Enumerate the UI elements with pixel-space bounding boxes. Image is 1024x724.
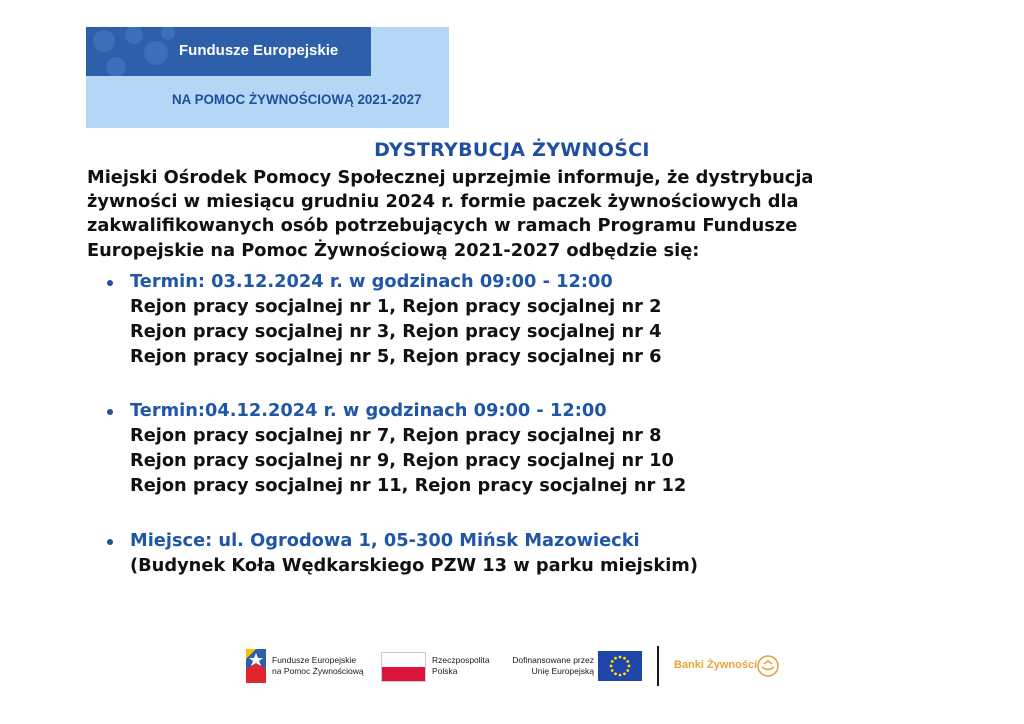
- fe-emblem-icon: [246, 649, 266, 683]
- eu-flag-icon: [598, 651, 642, 681]
- intro-line: Europejskie na Pomoc Żywnościową 2021-2027 odbędzie się:: [87, 239, 700, 261]
- poland-flag-icon: [381, 652, 426, 682]
- rejon-line: Rejon pracy socjalnej nr 1, Rejon pracy socjalnej nr 2: [130, 296, 662, 317]
- termin-heading: Termin:04.12.2024 r. w godzinach 09:00 - 12:00: [130, 400, 607, 421]
- termin-heading: Termin: 03.12.2024 r. w godzinach 09:00 - 12:00: [130, 271, 613, 292]
- rp-line: Polska: [432, 666, 458, 676]
- eu-cofinancing-text: [508, 655, 594, 677]
- intro-paragraph: [87, 166, 927, 263]
- bullet-icon: [107, 280, 113, 286]
- intro-line: żywności w miesiącu grudniu 2024 r. formie paczek żywnościowych dla: [87, 191, 799, 213]
- logo-title: Fundusze Europejskie: [179, 42, 339, 59]
- rejon-line: Rejon pracy socjalnej nr 9, Rejon pracy socjalnej nr 10: [130, 450, 674, 471]
- fe-line: na Pomoc Żywnościową: [272, 666, 364, 676]
- banki-zywnosci-emblem-icon: [757, 655, 779, 677]
- fundusze-europejskie-logo: [86, 27, 449, 128]
- rp-logo-text: [432, 655, 490, 677]
- footer-logos: [0, 640, 1024, 700]
- rejon-line: Rejon pracy socjalnej nr 3, Rejon pracy socjalnej nr 4: [130, 321, 662, 342]
- intro-line: zakwalifikowanych osób potrzebujących w ramach Programu Fundusze: [87, 215, 798, 237]
- logo-subtitle: NA POMOC ŻYWNOŚCIOWĄ 2021-2027: [172, 92, 422, 107]
- location-note: (Budynek Koła Wędkarskiego PZW 13 w parku miejskim): [130, 555, 698, 576]
- bullet-icon: [107, 409, 113, 415]
- rp-line: Rzeczpospolita: [432, 655, 490, 665]
- banki-zywnosci-logo-text: Banki Żywności: [674, 659, 758, 671]
- rejon-line: Rejon pracy socjalnej nr 7, Rejon pracy socjalnej nr 8: [130, 425, 662, 446]
- fe-line: Fundusze Europejskie: [272, 655, 357, 665]
- fe-logo-text: [272, 655, 364, 677]
- rejon-line: Rejon pracy socjalnej nr 5, Rejon pracy socjalnej nr 6: [130, 346, 662, 367]
- eu-line: Unię Europejską: [531, 666, 594, 676]
- intro-line: Miejski Ośrodek Pomocy Społecznej uprzejmie informuje, że dystrybucja: [87, 167, 814, 188]
- footer-divider: [657, 646, 659, 686]
- page-title: DYSTRYBUCJA ŻYWNOŚCI: [374, 139, 650, 161]
- miejsce-heading: Miejsce: ul. Ogrodowa 1, 05-300 Mińsk Mazowiecki: [130, 530, 640, 551]
- eu-line: Dofinansowane przez: [512, 655, 594, 665]
- logo-top-band: [86, 27, 371, 76]
- bullet-icon: [107, 539, 113, 545]
- eu-stars-graphic-icon: [86, 27, 176, 76]
- rejon-line: Rejon pracy socjalnej nr 11, Rejon pracy socjalnej nr 12: [130, 475, 687, 496]
